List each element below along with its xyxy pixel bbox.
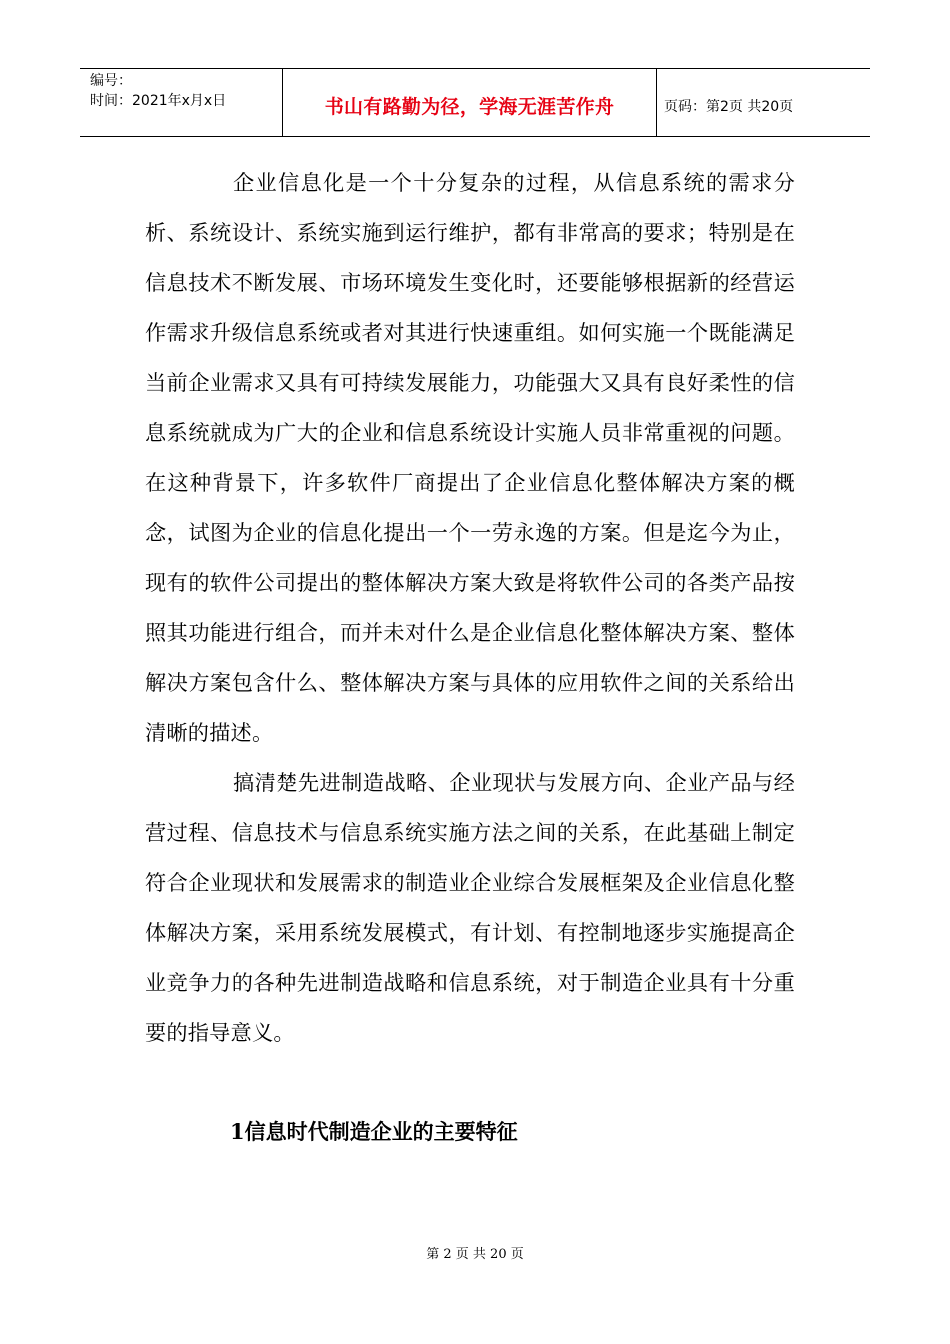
document-date-label: 时间：2021年x月x日 [90,93,227,109]
page-footer: 第 2 页 共 20 页 [426,1247,524,1262]
header-page-code: 页码：第2页 共20页 [664,98,794,115]
section-heading: 1信息时代制造企业的主要特征 [230,1119,518,1144]
body-paragraph-1: 企业信息化是一个十分复杂的过程，从信息系统的需求分析、系统设计、系统实施到运行维护，都有非常高的要求；特别是在信息技术不断发展、市场环境发生变化时，还要能够根据新的经营运作需求升级信息系统或者对其进行快速重组。如何实施一个既能满足当前企业需求又具有可持续发展能力，功能强大又具有良好柔性的信息系统就成为广大的企业和信息系统设计实施人员非常重视的问题。在这种背景下，许多软件厂商提出了企业信息化整体解决方案的概念，试图为企业的信息化提出一个一劳永逸的方案。但是迄今为止，现有的软件公司提出的整体解决方案大致是将软件公司的各类产品按照其功能进行组合，而并未对什么是企业信息化整体解决方案、整体解决方案包含什么、整体解决方案与具体的应用软件之间的关系给出清晰的描述。 [145,170,795,745]
header-motto: 书山有路勤为径，学海无涯苦作舟 [282,69,657,136]
document-number-label: 编号： [90,73,132,89]
document-header [80,68,870,137]
header-meta-cell [80,69,282,136]
document-body [145,158,795,1058]
body-paragraph-2: 搞清楚先进制造战略、企业现状与发展方向、企业产品与经营过程、信息技术与信息系统实施方法之间的关系，在此基础上制定符合企业现状和发展需求的制造业企业综合发展框架及企业信息化整体解决方案，采用系统发展模式，有计划、有控制地逐步实施提高企业竞争力的各种先进制造战略和信息系统，对于制造企业具有十分重要的指导意义。 [145,770,795,1045]
